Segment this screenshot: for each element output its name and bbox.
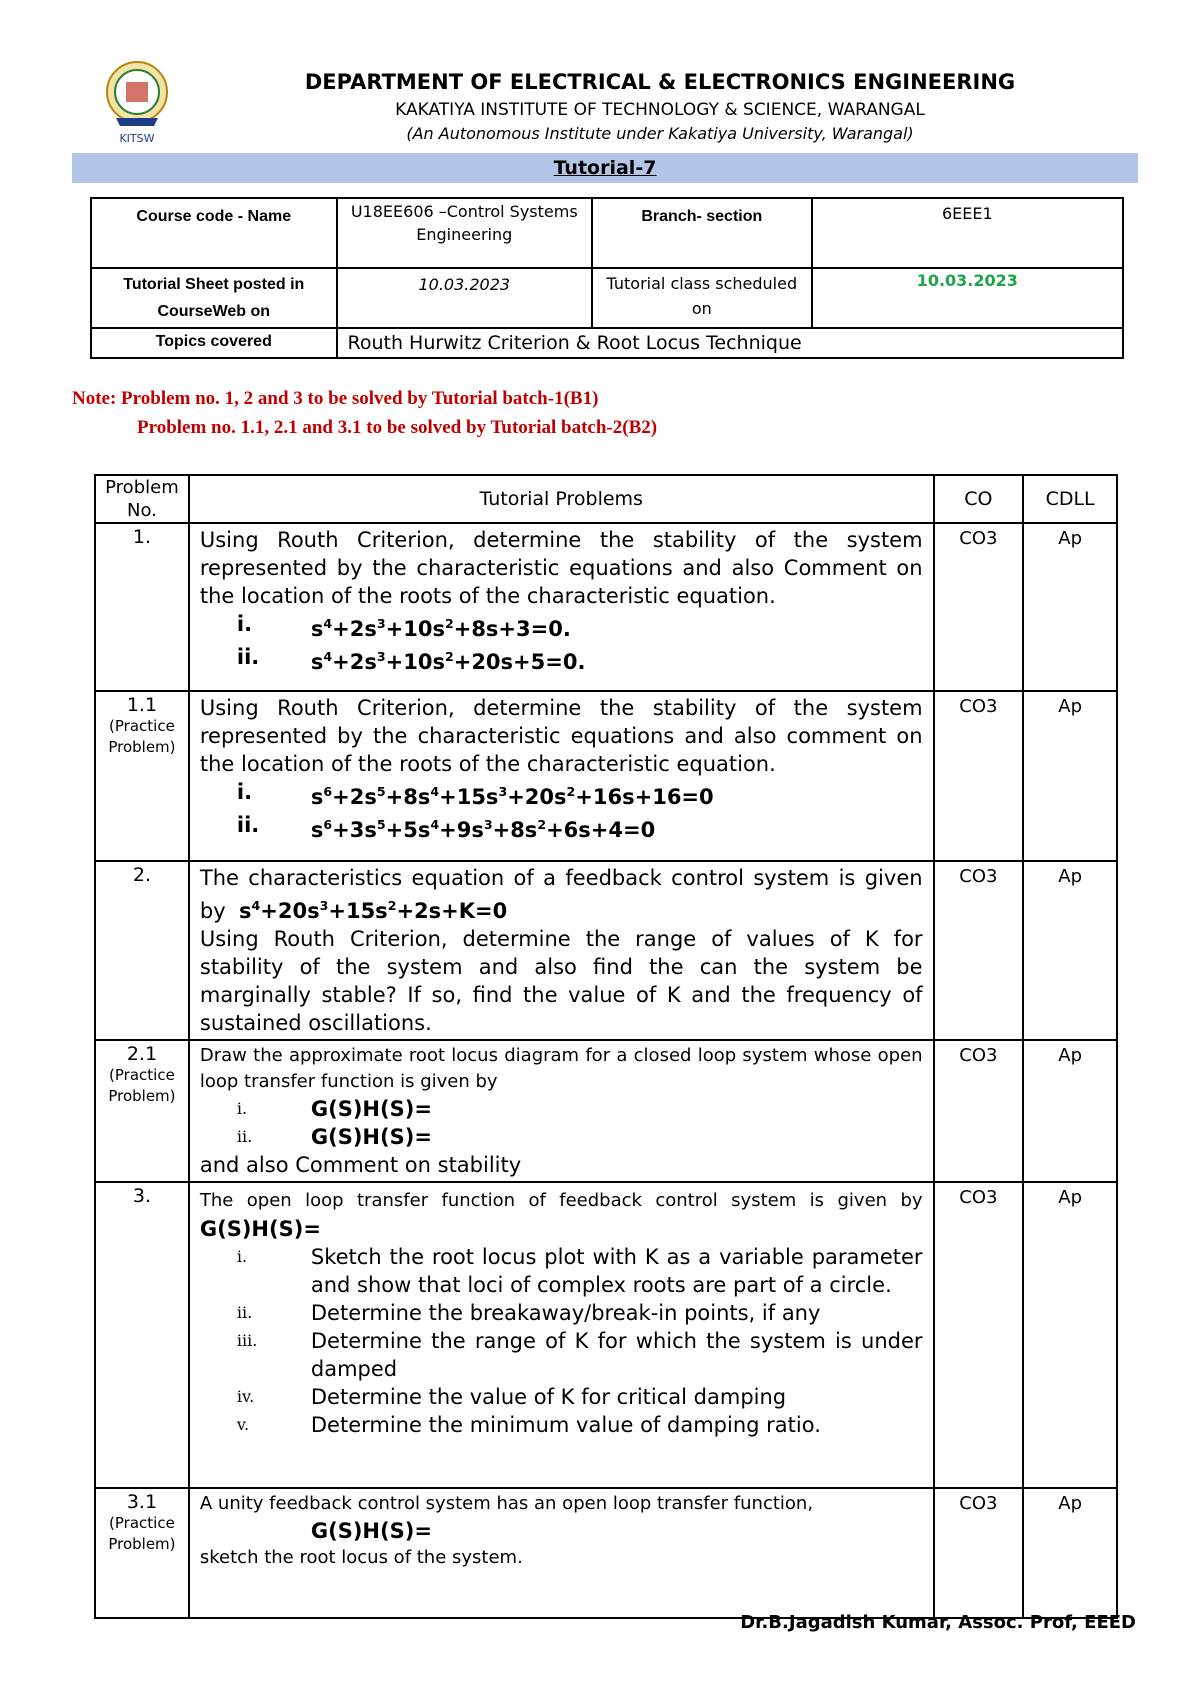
co-value: CO3 xyxy=(934,861,1024,1040)
subpart-2-1-ii: ii. G(S)H(S)= xyxy=(236,1125,432,1149)
branch-value: 6EEE1 xyxy=(812,198,1123,268)
logo-text: KITSW xyxy=(119,132,155,144)
co-value: CO3 xyxy=(934,1488,1024,1618)
subpart-3-v: v. Determine the minimum value of damping ratio. xyxy=(236,1413,821,1437)
cdll-value: Ap xyxy=(1023,523,1117,691)
author-footer: Dr.B.Jagadish Kumar, Assoc. Prof, EEED xyxy=(740,1612,1136,1633)
subpart-3-i: i. Sketch the root locus plot with K as a variable parameter and show that loci of complex roots are part of a circle. xyxy=(236,1245,923,1297)
problem-3-1-statement: A unity feedback control system has an open loop transfer function, xyxy=(199,1493,814,1514)
problem-text xyxy=(189,691,934,861)
subpart-2-1-i: i. G(S)H(S)= xyxy=(236,1097,432,1121)
course-value: U18EE606 –Control Systems Engineering xyxy=(337,198,593,268)
cdll-value: Ap xyxy=(1023,1488,1117,1618)
equation-1-1-i: i. $s^6+2s^5+8s^4+15s^3+20s^2+16s+16=0$ xyxy=(236,780,714,809)
table-row xyxy=(95,523,1117,691)
cdll-value: Ap xyxy=(1023,861,1117,1040)
problem-text xyxy=(189,523,934,691)
equation-1-ii: ii. $s^4+2s^3+10s^2+20s+5=0$. xyxy=(236,645,586,674)
co-value: CO3 xyxy=(934,523,1024,691)
cdll-value: Ap xyxy=(1023,691,1117,861)
subpart-3-iv: iv. Determine the value of K for critical damping xyxy=(236,1385,787,1409)
problem-number: 1.1 (Practice Problem) xyxy=(95,691,189,861)
note-line-2: Problem no. 1.1, 2.1 and 3.1 to be solved by Tutorial batch-2(B2) xyxy=(137,417,658,438)
branch-label: Branch- section xyxy=(592,198,812,268)
scheduled-label: Tutorial class scheduled on xyxy=(592,268,812,328)
equation-1-i: i. $s^4+2s^3+10s^2+8s+3=0$. xyxy=(236,612,571,641)
course-info-table xyxy=(90,197,1124,359)
table-row xyxy=(95,1182,1117,1488)
problem-number: 3.1 (Practice Problem) xyxy=(95,1488,189,1618)
col-cdll: CDLL xyxy=(1023,475,1117,523)
col-co: CO xyxy=(934,475,1024,523)
problem-text xyxy=(189,1488,934,1618)
col-tutorial-problems: Tutorial Problems xyxy=(189,475,934,523)
course-label: Course code - Name xyxy=(91,198,337,268)
problem-number: 3. xyxy=(95,1182,189,1488)
subpart-3-ii: ii. Determine the breakaway/break-in points, if any xyxy=(236,1301,821,1325)
co-value: CO3 xyxy=(934,1040,1024,1182)
autonomous-note: (An Autonomous Institute under Kakatiya University, Warangal) xyxy=(406,124,914,143)
problem-1-1-statement: Using Routh Criterion, determine the stability of the system represented by the characteristic equations and also comment on the location of the roots of the characteristic equation. xyxy=(199,696,923,776)
posted-value: 10.03.2023 xyxy=(337,268,593,328)
scheduled-value: 10.03.2023 xyxy=(812,268,1123,328)
problem-1-statement: Using Routh Criterion, determine the stability of the system represented by the characteristic equations and also Comment on the location of the roots of the characteristic equation. xyxy=(199,528,923,608)
problem-3-statement: The open loop transfer function of feedback control system is given by G(S)H(S)= xyxy=(199,1190,923,1241)
problem-3-1-transfer-function: G(S)H(S)= xyxy=(310,1519,432,1543)
problem-2-question: Using Routh Criterion, determine the range of values of K for stability of the system and also find the can the system be marginally stable? If so, find the value of K and the frequency of sustained oscillations. xyxy=(199,927,923,1035)
problem-text xyxy=(189,1040,934,1182)
department-title: DEPARTMENT OF ELECTRICAL & ELECTRONICS ENGINEERING xyxy=(304,70,1016,94)
topics-label: Topics covered xyxy=(91,328,337,358)
problem-text xyxy=(189,861,934,1040)
equation-1-1-ii: ii. $s^6+3s^5+5s^4+9s^3+8s^2+6s+4=0$ xyxy=(236,813,656,842)
institute-name: KAKATIYA INSTITUTE OF TECHNOLOGY & SCIENCE, WARANGAL xyxy=(395,100,925,120)
table-row xyxy=(95,691,1117,861)
subpart-3-iii: iii. Determine the range of K for which the system is under damped xyxy=(236,1329,923,1381)
tutorial-title: Tutorial-7 xyxy=(553,157,657,179)
col-problem-no: Problem No. xyxy=(95,475,189,523)
cdll-value: Ap xyxy=(1023,1182,1117,1488)
cdll-value: Ap xyxy=(1023,1040,1117,1182)
problem-number: 2. xyxy=(95,861,189,1040)
kitsw-logo xyxy=(104,56,170,144)
note-line-1: Note: Problem no. 1, 2 and 3 to be solved by Tutorial batch-1(B1) xyxy=(72,388,599,409)
title-band xyxy=(72,153,1138,183)
posted-label: Tutorial Sheet posted in CourseWeb on xyxy=(91,268,337,328)
problem-text xyxy=(189,1182,934,1488)
problem-3-1-tail: sketch the root locus of the system. xyxy=(199,1547,523,1568)
co-value: CO3 xyxy=(934,1182,1024,1488)
table-row xyxy=(95,1040,1117,1182)
table-row xyxy=(95,861,1117,1040)
problem-2-1-tail: and also Comment on stability xyxy=(199,1153,522,1177)
problem-2-1-statement: Draw the approximate root locus diagram for a closed loop system whose open loop transfer function is given by xyxy=(199,1045,923,1092)
problem-2-statement: The characteristics equation of a feedback control system is given by $s^4+20s^3+15s^2+2s+K=0$ xyxy=(199,866,923,923)
table-row xyxy=(95,1488,1117,1618)
topics-value: Routh Hurwitz Criterion & Root Locus Technique xyxy=(337,328,1123,358)
co-value: CO3 xyxy=(934,691,1024,861)
problem-number: 1. xyxy=(95,523,189,691)
tutorial-problems-table xyxy=(94,474,1118,1619)
problem-number: 2.1 (Practice Problem) xyxy=(95,1040,189,1182)
